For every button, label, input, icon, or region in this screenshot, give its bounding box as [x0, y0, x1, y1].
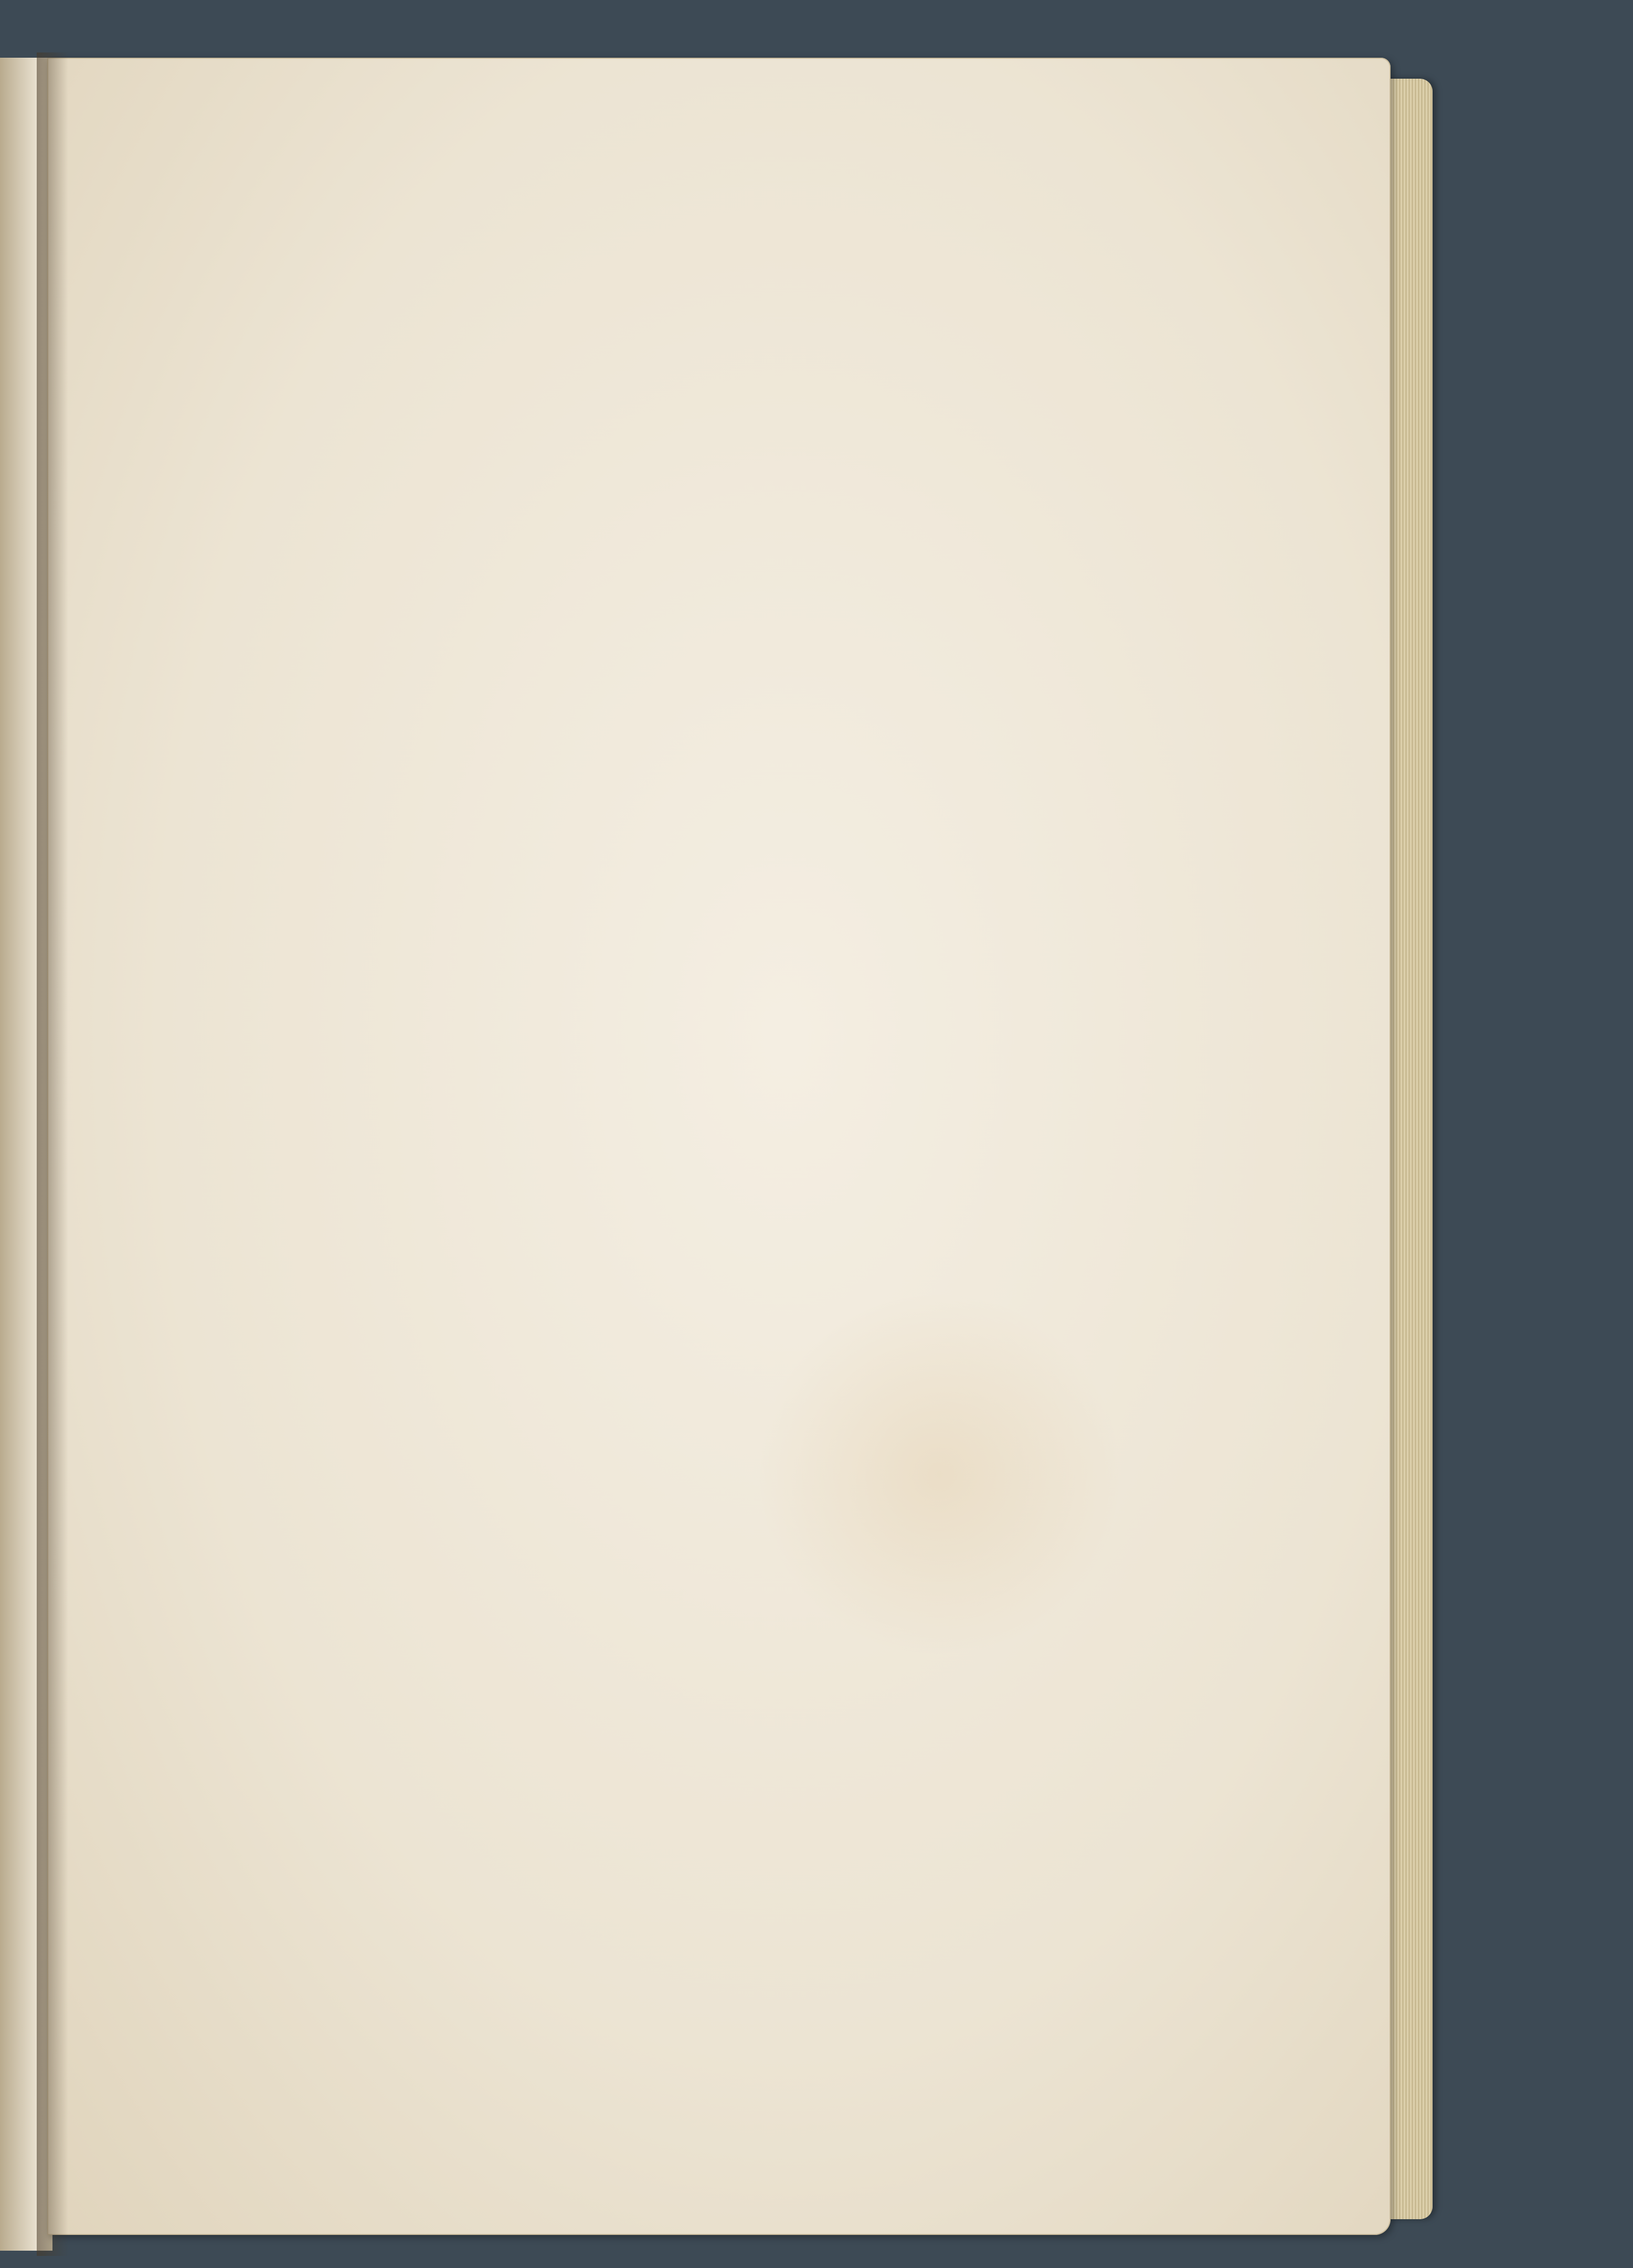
paper-stain [756, 1291, 1123, 1658]
gutter-shadow [37, 52, 68, 2256]
book-page [47, 58, 1391, 2235]
